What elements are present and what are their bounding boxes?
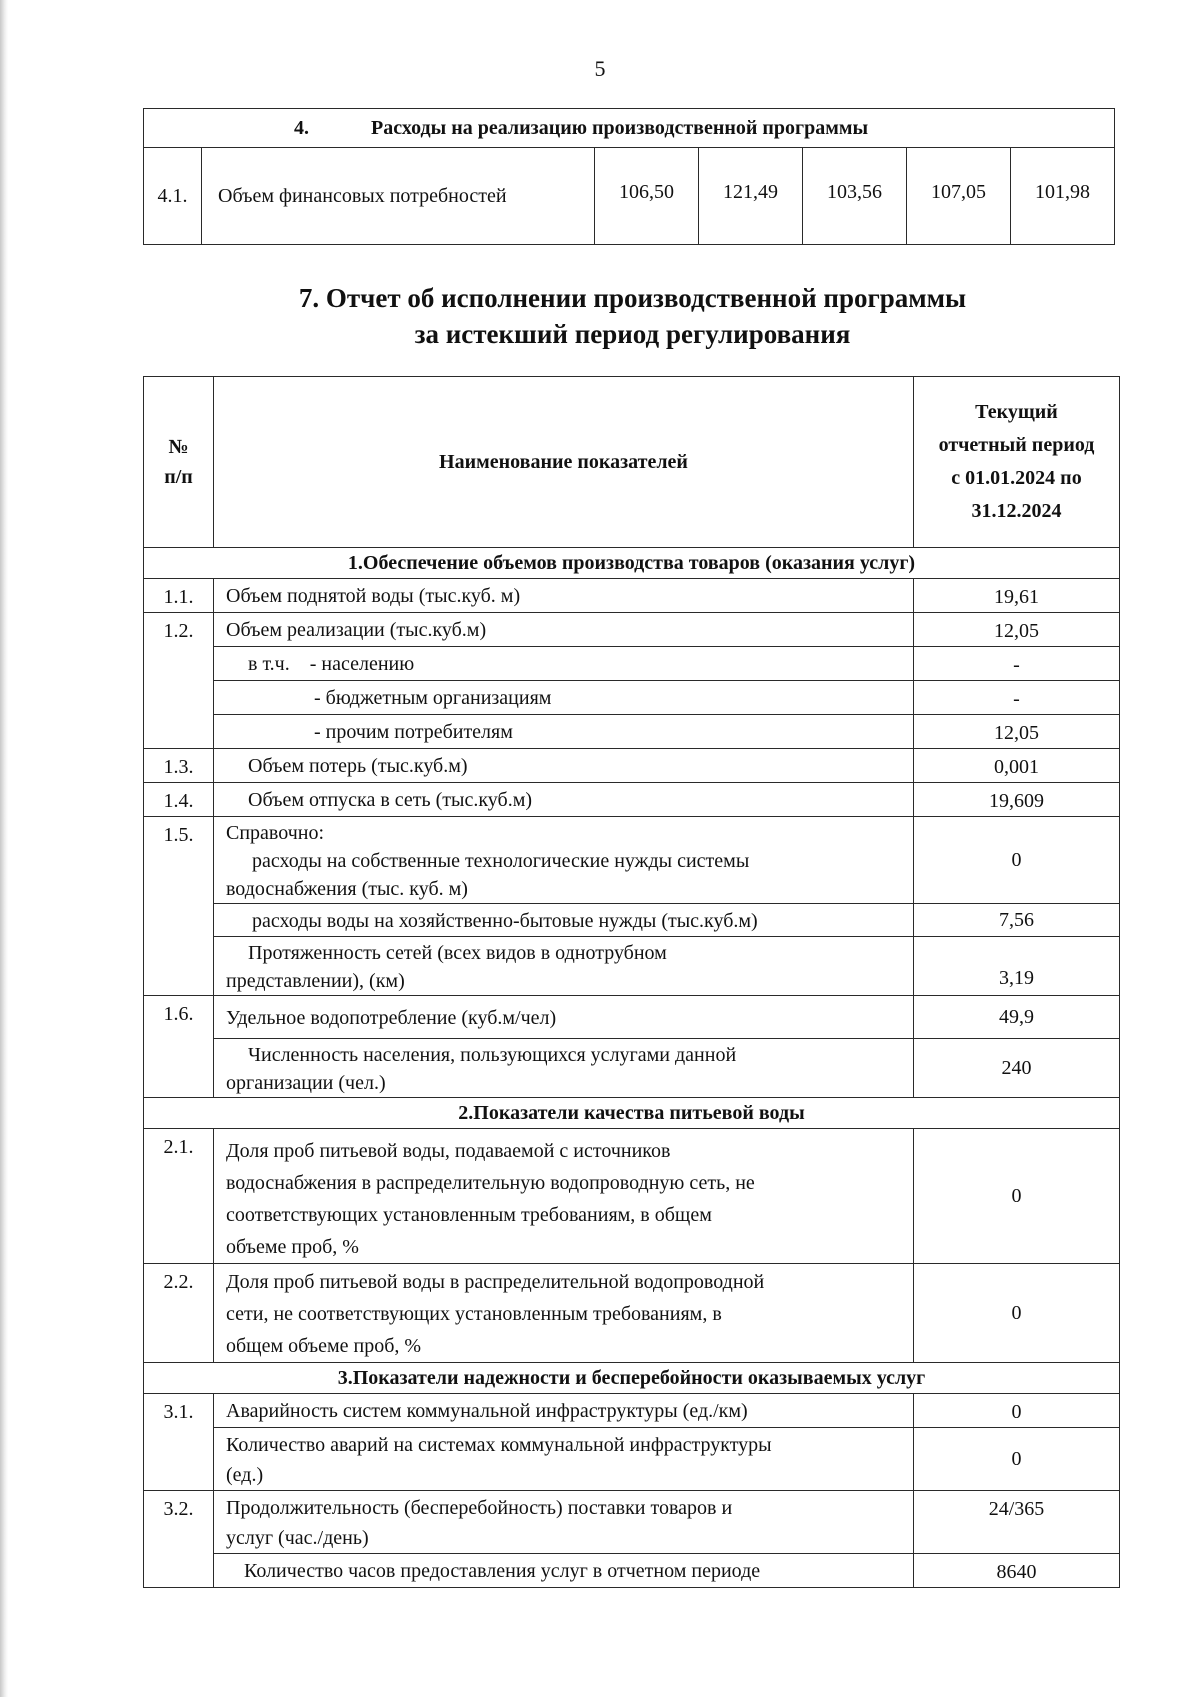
table-row: 1.2. Объем реализации (тыс.куб.м) 12,05 [144,613,1120,647]
value-cell: 121,49 [699,144,803,241]
table-row: 3.2. Продолжительность (бесперебойность) поставки товаров и услуг (час./день) 24/365 [144,1491,1120,1554]
table-row: Численность населения, пользующихся услугами данной организации (чел.) 240 [144,1039,1120,1098]
value-cell: 101,98 [1011,144,1115,241]
table-row [144,148,1115,245]
row-name: Объем финансовых потребностей [202,148,595,245]
value-cell: 103,56 [803,144,907,241]
table-row: Количество часов предоставления услуг в отчетном периоде 8640 [144,1554,1120,1588]
section-row: 3.Показатели надежности и бесперебойности оказываемых услуг [144,1363,1120,1394]
table-row: расходы воды на хозяйственно-бытовые нужды (тыс.куб.м) 7,56 [144,904,1120,937]
table-row: 2.1. Доля проб питьевой воды, подаваемой с источников водоснабжения в распределительную водопроводную сеть, не соответствующих установленным требованиям, в общем объеме проб, % 0 [144,1129,1120,1264]
header-period: Текущий отчетный период с 01.01.2024 по 31.12.2024 [914,377,1120,548]
value-cell: 107,05 [907,144,1011,241]
section-row: 1.Обеспечение объемов производства товаров (оказания услуг) [144,548,1120,579]
value-cell: 106,50 [595,144,699,241]
table-row: в т.ч. - населению - [144,647,1120,681]
page-number: 5 [594,56,606,81]
header-number: № п/п [144,377,214,548]
expenses-section-header [144,109,1115,148]
table-row: Протяженность сетей (всех видов в однотрубном представлении), (км) 3,19 [144,937,1120,996]
table-row: 3.1. Аварийность систем коммунальной инфраструктуры (ед./км) 0 [144,1394,1120,1428]
table-row: 1.5. Справочно: расходы на собственные технологические нужды системы водоснабжения (тыс. куб. м) 0 [144,817,1120,904]
table-row: 2.2. Доля проб питьевой воды в распределительной водопроводной сети, не соответствующих установленным требованиям, в общем объеме проб, % 0 [144,1264,1120,1363]
section-number: 4. [294,116,309,139]
report-table [143,376,1120,1588]
heading-line: 7. Отчет об исполнении производственной программы [298,283,967,313]
section-title: Расходы на реализацию производственной программы [371,116,869,139]
table-row: 1.1. Объем поднятой воды (тыс.куб. м) 19,61 [144,579,1120,613]
table-row: Количество аварий на системах коммунальной инфраструктуры (ед.) 0 [144,1428,1120,1491]
table-row: 1.4. Объем отпуска в сеть (тыс.куб.м) 19,609 [144,783,1120,817]
report-heading [0,280,1200,352]
table-row: 1.6. Удельное водопотребление (куб.м/чел) 49,9 [144,996,1120,1039]
table-row: - прочим потребителям 12,05 [144,715,1120,749]
row-number: 4.1. [144,148,202,245]
table-row: - бюджетным организациям - [144,681,1120,715]
report-header-row [144,377,1120,548]
expenses-table [143,108,1115,245]
header-name: Наименование показателей [214,377,914,548]
section-row: 2.Показатели качества питьевой воды [144,1098,1120,1129]
heading-line: за истекший период регулирования [414,319,851,349]
table-row: 1.3. Объем потерь (тыс.куб.м) 0,001 [144,749,1120,783]
scan-edge-shadow [0,0,8,1697]
